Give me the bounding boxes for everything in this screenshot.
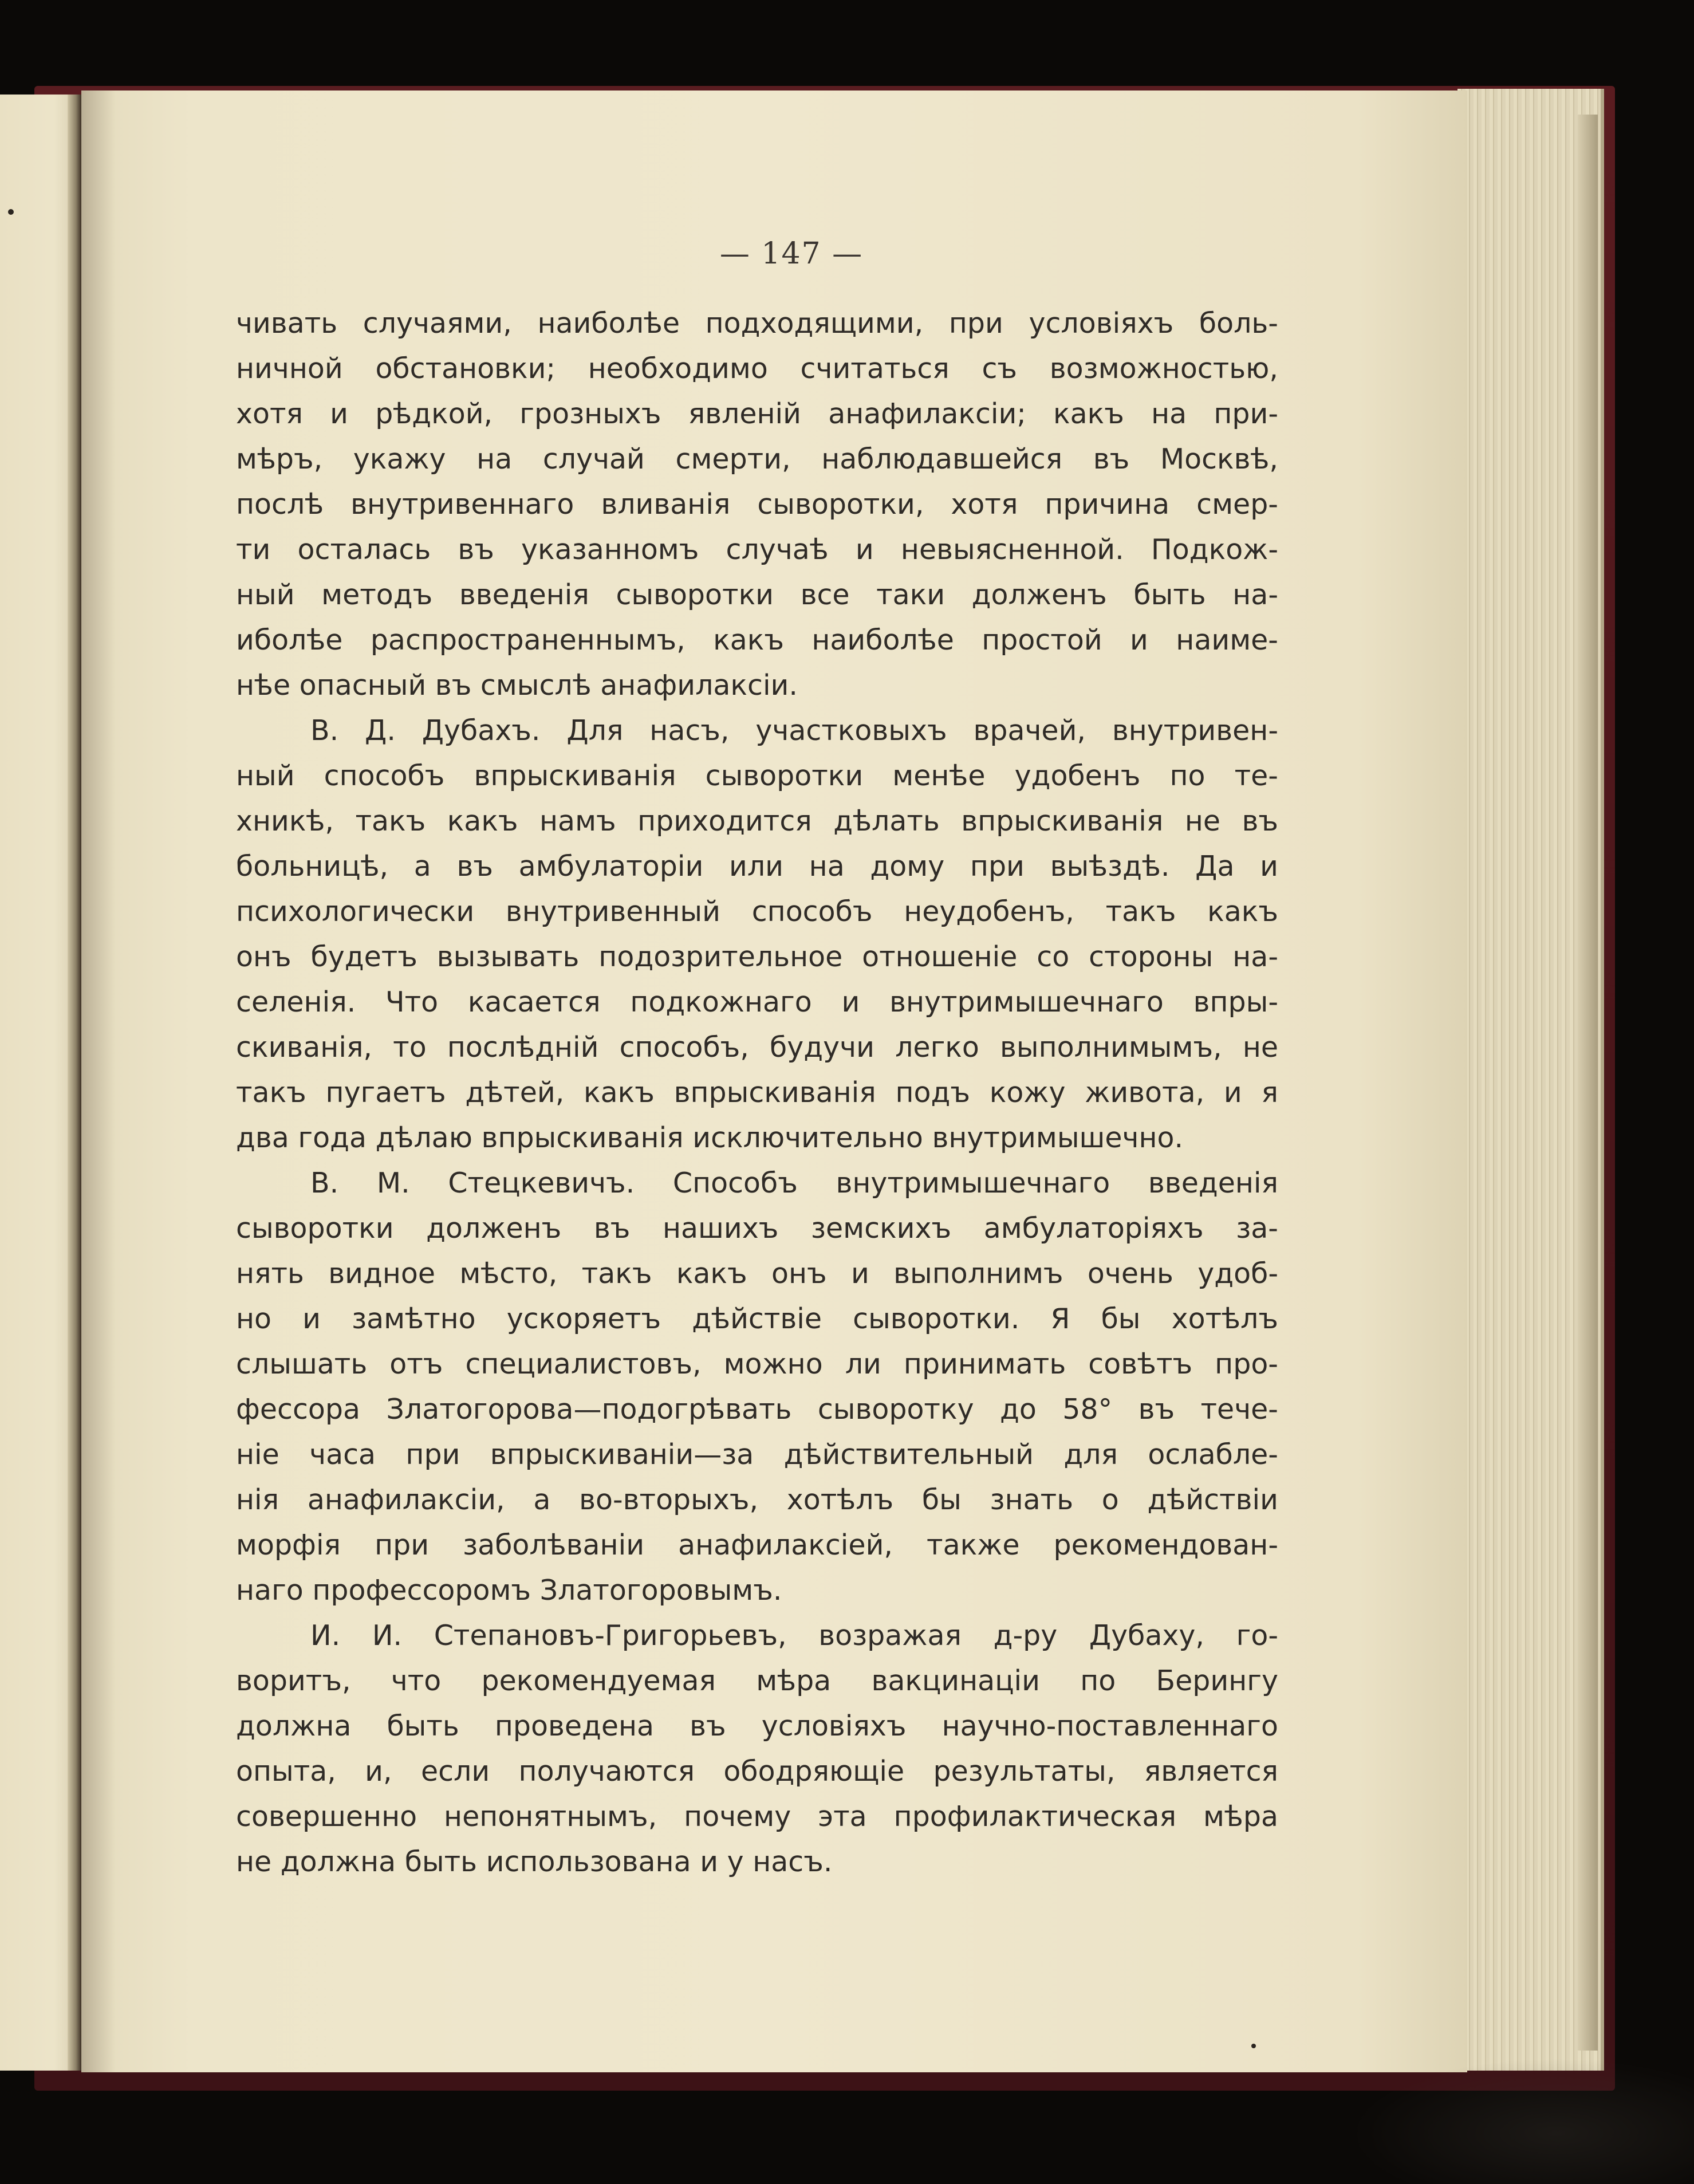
text-line: должна быть проведена въ условіяхъ научно-поставленнаго [236,1710,1278,1742]
text-line: иболѣе распространеннымъ, какъ наиболѣе простой и наиме- [236,624,1278,656]
text-line: хникѣ, такъ какъ намъ приходится дѣлать впрыскиванія не въ [236,805,1278,837]
gutter [68,95,81,2071]
text-line: мѣръ, укажу на случай смерти, наблюдавшейся въ Москвѣ, [236,443,1278,475]
text-line: онъ будетъ вызывать подозрительное отношеніе со стороны на- [236,941,1278,973]
text-line: селенія. Что касается подкожнаго и внутримышечнаго впры- [236,986,1278,1018]
text-line: В. М. Стецкевичъ. Способъ внутримышечнаго введенія [310,1167,1278,1199]
text-line: морфія при заболѣваніи анафилаксіей, также рекомендован- [236,1529,1278,1561]
text-line: нія анафилаксіи, а во-вторыхъ, хотѣлъ бы знать о дѣйствіи [236,1483,1278,1516]
text-line: такъ пугаетъ дѣтей, какъ впрыскиванія подъ кожу живота, и я [236,1076,1278,1109]
page-gutter-shadow [81,90,116,2072]
dust-speck [1251,2044,1256,2048]
scan-shadow [1350,2058,1694,2184]
text-line: чивать случаями, наиболѣе подходящими, при условіяхъ боль- [236,307,1278,340]
text-line: не должна быть использована и у насъ. [236,1845,833,1878]
text-line: больницѣ, а въ амбулаторіи или на дому при выѣздѣ. Да и [236,850,1278,883]
text-line: нѣе опасный въ смыслѣ анафилаксіи. [236,669,798,702]
text-line: В. Д. Дубахъ. Для насъ, участковыхъ врачей, внутривен- [310,714,1278,747]
left-page-edge [0,95,77,2071]
text-line: ный методъ введенія сыворотки все таки долженъ быть на- [236,579,1278,611]
text-line: ти осталась въ указанномъ случаѣ и невыясненной. Подкож- [236,533,1278,566]
text-line: совершенно непонятнымъ, почему эта профилактическая мѣра [236,1800,1278,1833]
text-line: но и замѣтно ускоряетъ дѣйствіе сыворотки. Я бы хотѣлъ [236,1302,1278,1335]
text-line: сыворотки долженъ въ нашихъ земскихъ амбулаторіяхъ за- [236,1212,1278,1245]
text-line: хотя и рѣдкой, грозныхъ явленій анафилаксіи; какъ на при- [236,398,1278,430]
text-line: слышать отъ специалистовъ, можно ли принимать совѣтъ про- [236,1348,1278,1380]
text-line: наго профессоромъ Златогоровымъ. [236,1574,782,1607]
page-stack-edge [1578,115,1598,2051]
text-line: ніе часа при впрыскиваніи—за дѣйствительный для ослабле- [236,1438,1278,1471]
text-line: опыта, и, если получаются ободряющіе результаты, является [236,1755,1278,1788]
text-line: психологически внутривенный способъ неудобенъ, такъ какъ [236,895,1278,928]
text-line: воритъ, что рекомендуемая мѣра вакцинаціи по Берингу [236,1664,1278,1697]
text-line: нять видное мѣсто, такъ какъ онъ и выполнимъ очень удоб- [236,1257,1278,1290]
text-line: И. И. Степановъ-Григорьевъ, возражая д-ру Дубаху, го- [310,1619,1278,1652]
text-line: фессора Златогорова—подогрѣвать сыворотку до 58° въ тече- [236,1393,1278,1426]
text-line: послѣ внутривеннаго вливанія сыворотки, хотя причина смер- [236,488,1278,521]
text-line: ничной обстановки; необходимо считаться съ возможностью, [236,352,1278,385]
page-number: — 147 — [719,237,864,271]
text-line: два года дѣлаю впрыскиванія исключительно внутримышечно. [236,1121,1184,1154]
dust-speck [8,209,14,215]
body-text [236,301,1278,1884]
text-line: ный способъ впрыскиванія сыворотки менѣе удобенъ по те- [236,760,1278,792]
text-line: скиванія, то послѣдній способъ, будучи легко выполнимымъ, не [236,1031,1278,1064]
